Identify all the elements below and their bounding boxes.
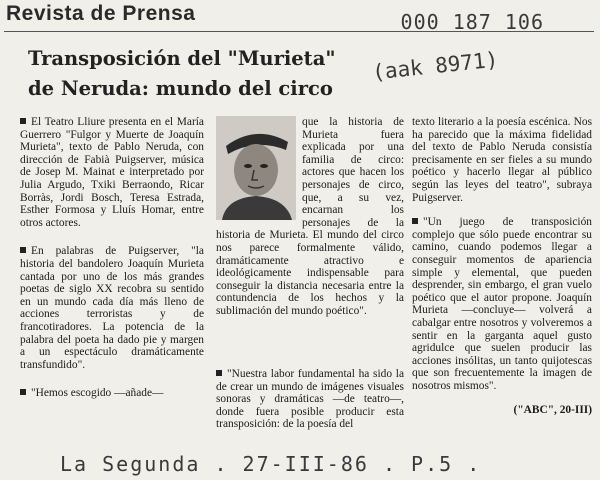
handwritten-number: 000 187 106 xyxy=(400,10,544,34)
paragraph-text: que la historia de Murieta fuera explicada por una familia de circo: actores que hacen los personajes de circo, que, a su vez, encarnan los personajes de la historia de Murieta. El mundo del circo nos parece formalmente válido, dramáticamente atractivo e ideológicamente indispensable para conseguir la distancia necesaria entre la contundencia de los hechos y la sublimación del mundo poético". xyxy=(216,116,404,317)
paragraph-text: En palabras de Puigserver, "la historia del bandolero Joaquín Murieta cantada por uno de los más grandes poetas de siglo XX recobra su sentido en un mundo cada día más lleno de acciones terroristas y de francotiradores. La potencia de la palabra del poeta ha dado pie y margen a un espectáculo dramáticamente transfundido". xyxy=(20,245,204,371)
portrait-image xyxy=(216,116,296,220)
paragraph-text: "Hemos escogido —añade— xyxy=(31,387,164,400)
paragraph xyxy=(20,116,204,229)
headline-line-1: Transposición del "Murieta" xyxy=(28,47,336,70)
column-3 xyxy=(412,116,592,417)
headline-line-2: de Neruda: mundo del circo xyxy=(28,77,333,100)
bullet-icon xyxy=(20,389,26,395)
handwritten-date: La Segunda . 27-III-86 . P.5 . xyxy=(60,452,482,476)
paragraph-text: "Un juego de transposición complejo que sólo puede encontrar su camino, cuando podemos llegar a conseguir momentos de apariencia simple y elemental, que pueden desprender, sin embargo, el gran vuelo poético que el autor propone. Joaquín Murieta —concluye— volverá a cabalgar entre nosotros y volveremos a sentir en la garganta aquel gusto agridulce que suelen producir las acciones insólitas, un tanto quijotescas que son frecuentemente la imagen de nosotros mismos". xyxy=(412,216,592,392)
paragraph-text: El Teatro Lliure presenta en el María Guerrero "Fulgor y Muerte de Joaquín Murieta", texto de Pablo Neruda, con dirección de Fabià Puigserver, música de Josep M. Mainat e interpretado por Julia Argudo, Txiki Berraondo, Ricar Borràs, Jordi Bosch, Teresa Estrada, Esther Formosa y Lluís Homar, entre otros actores. xyxy=(20,116,204,229)
bullet-icon xyxy=(216,370,222,376)
column-2 xyxy=(216,116,404,330)
column-2-lower xyxy=(216,368,404,431)
paragraph xyxy=(412,216,592,392)
author-photo xyxy=(216,116,296,220)
paragraph xyxy=(20,245,204,371)
paragraph-text: "Nuestra labor fundamental ha sido la de crear un mundo de imágenes visuales sonoras y dramáticas —de teatro—, donde fuera posible producir esta transposición: de la poesía del xyxy=(216,368,404,431)
bullet-icon xyxy=(412,218,418,224)
source-citation: ("ABC", 20-III) xyxy=(513,404,592,417)
paragraph xyxy=(216,368,404,431)
bullet-icon xyxy=(20,118,26,124)
bullet-icon xyxy=(20,247,26,253)
section-label: Revista de Prensa xyxy=(6,2,196,25)
headline xyxy=(28,44,368,104)
paragraph-text: texto literario a la poesía escénica. Nos ha parecido que la máxima fidelidad del texto de Pablo Neruda consistía precisamente en ser fieles a su mundo poético y hacerlo llegar al público según las leyes del teatro", subraya Puigserver. xyxy=(412,116,592,204)
paragraph xyxy=(20,387,204,400)
handwritten-code: (aak 8971) xyxy=(371,47,500,85)
column-1 xyxy=(20,116,204,412)
